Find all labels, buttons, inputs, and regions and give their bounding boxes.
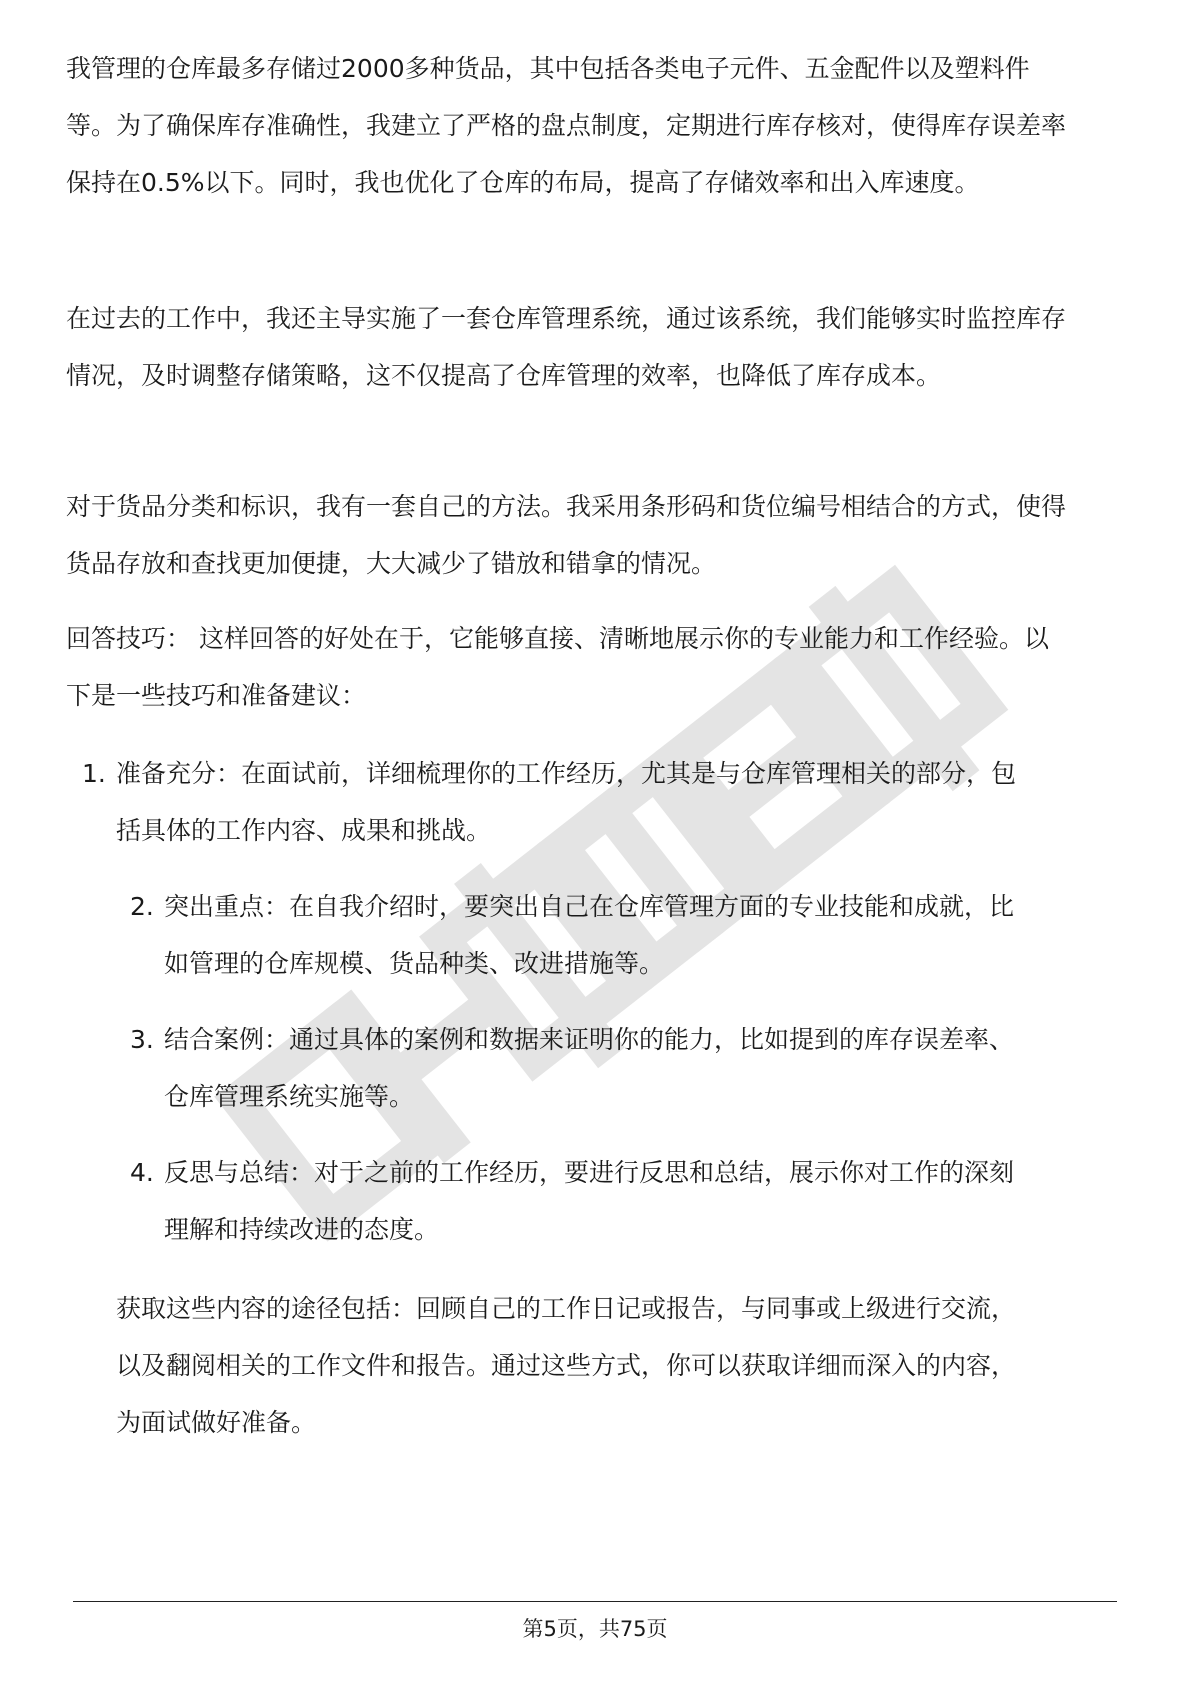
list-item-text: 结合案例：通过具体的案例和数据来证明你的能力，比如提到的库存误差率、仓库管理系统实施等。 [164,1025,1015,1111]
paragraph-closing: 获取这些内容的途径包括：回顾自己的工作日记或报告，与同事或上级进行交流，以及翻阅相关的工作文件和报告。通过这些方式，你可以获取详细而深入的内容，为面试做好准备。 [116,1294,1017,1437]
paragraph-classification: 对于货品分类和标识，我有一套自己的方法。我采用条形码和货位编号相结合的方式，使得货品存放和查找更加便捷，大大减少了错放和错拿的情况。 [66,492,1067,578]
paragraph-storage: 我管理的仓库最多存储过2000多种货品，其中包括各类电子元件、五金配件以及塑料件等。为了确保库存准确性，我建立了严格的盘点制度，定期进行库存核对，使得库存误差率保持在0.5%以下。同时，我也优化了仓库的布局，提高了存储效率和出入库速度。 [66,54,1067,197]
list-item-text: 突出重点：在自我介绍时，要突出自己在仓库管理方面的专业技能和成就，比如管理的仓库规模、货品种类、改进措施等。 [164,892,1015,978]
list-item-text: 准备充分：在面试前，详细梳理你的工作经历，尤其是与仓库管理相关的部分，包括具体的工作内容、成果和挑战。 [116,759,1017,845]
list-number: 3. [130,1025,154,1054]
list-number: 1. [82,759,106,788]
list-number: 2. [130,892,154,921]
list-item-text: 反思与总结：对于之前的工作经历，要进行反思和总结，展示你对工作的深刻理解和持续改进的态度。 [164,1158,1015,1244]
page-number: 第5页，共75页 [522,1617,668,1641]
paragraph-tips-intro: 回答技巧： 这样回答的好处在于，它能够直接、清晰地展示你的专业能力和工作经验。以下是一些技巧和准备建议： [66,624,1049,710]
footer-divider [73,1601,1117,1602]
paragraph-wms: 在过去的工作中，我还主导实施了一套仓库管理系统，通过该系统，我们能够实时监控库存情况，及时调整存储策略，这不仅提高了仓库管理的效率，也降低了库存成本。 [66,304,1067,390]
list-number: 4. [130,1158,154,1187]
